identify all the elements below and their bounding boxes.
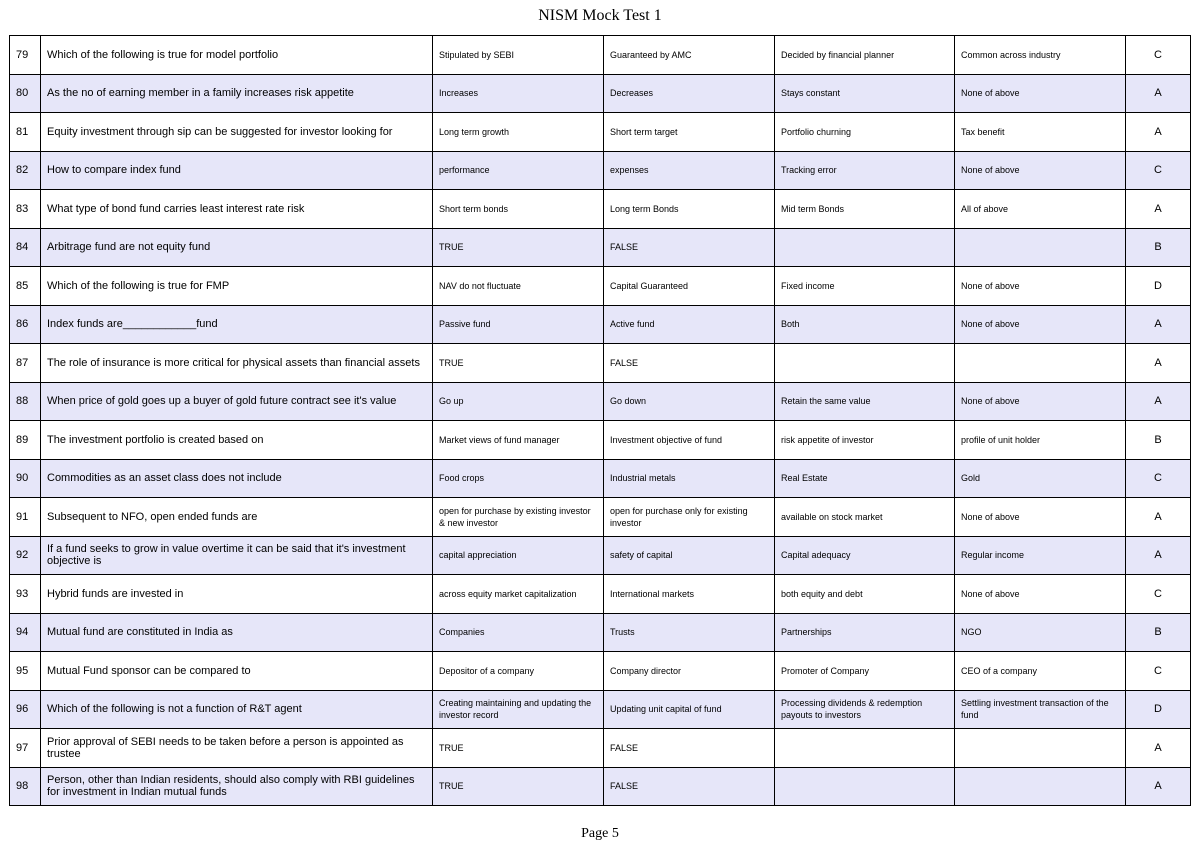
question-number: 93 <box>10 575 41 614</box>
option-a: TRUE <box>433 767 604 806</box>
question-number: 88 <box>10 382 41 421</box>
answer-key: A <box>1126 382 1191 421</box>
answer-key: A <box>1126 74 1191 113</box>
option-d: Regular income <box>955 536 1126 575</box>
option-a: Long term growth <box>433 113 604 152</box>
option-c <box>775 344 955 383</box>
question-text: Equity investment through sip can be suggested for investor looking for <box>41 113 433 152</box>
option-b: FALSE <box>604 344 775 383</box>
option-a: capital appreciation <box>433 536 604 575</box>
table-row <box>10 536 1191 575</box>
option-c <box>775 228 955 267</box>
answer-key: A <box>1126 344 1191 383</box>
answer-key: C <box>1126 459 1191 498</box>
question-number: 79 <box>10 36 41 75</box>
option-d: Gold <box>955 459 1126 498</box>
answer-key: B <box>1126 613 1191 652</box>
option-d: profile of unit holder <box>955 421 1126 460</box>
option-a: Increases <box>433 74 604 113</box>
option-d: None of above <box>955 382 1126 421</box>
option-b: FALSE <box>604 228 775 267</box>
option-a: Food crops <box>433 459 604 498</box>
option-a: performance <box>433 151 604 190</box>
answer-key: A <box>1126 190 1191 229</box>
option-c: Capital adequacy <box>775 536 955 575</box>
question-number: 86 <box>10 305 41 344</box>
question-text: Hybrid funds are invested in <box>41 575 433 614</box>
option-d: CEO of a company <box>955 652 1126 691</box>
option-b: FALSE <box>604 767 775 806</box>
question-number: 84 <box>10 228 41 267</box>
option-c: available on stock market <box>775 498 955 537</box>
option-c: both equity and debt <box>775 575 955 614</box>
table-row <box>10 729 1191 768</box>
question-text: What type of bond fund carries least interest rate risk <box>41 190 433 229</box>
question-text: Index funds are____________fund <box>41 305 433 344</box>
table-row <box>10 344 1191 383</box>
question-text: As the no of earning member in a family increases risk appetite <box>41 74 433 113</box>
table-row <box>10 305 1191 344</box>
option-d <box>955 228 1126 267</box>
option-a: TRUE <box>433 729 604 768</box>
table-row <box>10 652 1191 691</box>
option-a: NAV do not fluctuate <box>433 267 604 306</box>
option-b: FALSE <box>604 729 775 768</box>
option-d: Settling investment transaction of the fund <box>955 690 1126 729</box>
option-d: None of above <box>955 151 1126 190</box>
option-c: Partnerships <box>775 613 955 652</box>
answer-key: A <box>1126 498 1191 537</box>
question-number: 90 <box>10 459 41 498</box>
question-number: 98 <box>10 767 41 806</box>
option-d <box>955 767 1126 806</box>
option-c: Tracking error <box>775 151 955 190</box>
option-c: Retain the same value <box>775 382 955 421</box>
question-text: Person, other than Indian residents, should also comply with RBI guidelines for investment in Indian mutual funds <box>41 767 433 806</box>
table-row <box>10 421 1191 460</box>
answer-key: A <box>1126 729 1191 768</box>
option-d: None of above <box>955 575 1126 614</box>
option-d: Tax benefit <box>955 113 1126 152</box>
option-a: Creating maintaining and updating the investor record <box>433 690 604 729</box>
answer-key: D <box>1126 267 1191 306</box>
option-a: Market views of fund manager <box>433 421 604 460</box>
table-row <box>10 382 1191 421</box>
answer-key: C <box>1126 36 1191 75</box>
option-c: Decided by financial planner <box>775 36 955 75</box>
table-row <box>10 267 1191 306</box>
option-a: Depositor of a company <box>433 652 604 691</box>
question-text: The investment portfolio is created based on <box>41 421 433 460</box>
option-d <box>955 344 1126 383</box>
table-row <box>10 575 1191 614</box>
question-text: Which of the following is not a function of R&T agent <box>41 690 433 729</box>
table-row <box>10 767 1191 806</box>
option-a: open for purchase by existing investor & new investor <box>433 498 604 537</box>
question-text: Subsequent to NFO, open ended funds are <box>41 498 433 537</box>
option-b: Go down <box>604 382 775 421</box>
option-a: across equity market capitalization <box>433 575 604 614</box>
option-b: Investment objective of fund <box>604 421 775 460</box>
option-b: Updating unit capital of fund <box>604 690 775 729</box>
option-d <box>955 729 1126 768</box>
option-c: Both <box>775 305 955 344</box>
option-c <box>775 729 955 768</box>
question-number: 82 <box>10 151 41 190</box>
answer-key: C <box>1126 575 1191 614</box>
question-number: 80 <box>10 74 41 113</box>
questions-table <box>9 35 1191 806</box>
answer-key: C <box>1126 151 1191 190</box>
question-text: The role of insurance is more critical for physical assets than financial assets <box>41 344 433 383</box>
option-d: All of above <box>955 190 1126 229</box>
option-d: None of above <box>955 305 1126 344</box>
option-c: Mid term Bonds <box>775 190 955 229</box>
option-b: Guaranteed by AMC <box>604 36 775 75</box>
answer-key: C <box>1126 652 1191 691</box>
answer-key: A <box>1126 305 1191 344</box>
option-a: TRUE <box>433 344 604 383</box>
option-a: Companies <box>433 613 604 652</box>
option-c: Processing dividends & redemption payouts to investors <box>775 690 955 729</box>
question-text: Which of the following is true for model portfolio <box>41 36 433 75</box>
answer-key: B <box>1126 421 1191 460</box>
table-row <box>10 228 1191 267</box>
table-row <box>10 190 1191 229</box>
option-b: International markets <box>604 575 775 614</box>
option-c: Portfolio churning <box>775 113 955 152</box>
table-row <box>10 36 1191 75</box>
option-b: expenses <box>604 151 775 190</box>
question-number: 97 <box>10 729 41 768</box>
option-b: Capital Guaranteed <box>604 267 775 306</box>
question-text: Commodities as an asset class does not include <box>41 459 433 498</box>
table-row <box>10 690 1191 729</box>
question-text: Which of the following is true for FMP <box>41 267 433 306</box>
question-number: 96 <box>10 690 41 729</box>
option-a: Go up <box>433 382 604 421</box>
option-c: risk appetite of investor <box>775 421 955 460</box>
question-text: Mutual Fund sponsor can be compared to <box>41 652 433 691</box>
question-text: Mutual fund are constituted in India as <box>41 613 433 652</box>
question-number: 89 <box>10 421 41 460</box>
question-number: 85 <box>10 267 41 306</box>
question-text: Prior approval of SEBI needs to be taken before a person is appointed as trustee <box>41 729 433 768</box>
option-b: Active fund <box>604 305 775 344</box>
answer-key: D <box>1126 690 1191 729</box>
option-a: Passive fund <box>433 305 604 344</box>
question-text: When price of gold goes up a buyer of gold future contract see it's value <box>41 382 433 421</box>
option-d: None of above <box>955 74 1126 113</box>
question-text: Arbitrage fund are not equity fund <box>41 228 433 267</box>
question-number: 87 <box>10 344 41 383</box>
question-text: If a fund seeks to grow in value overtime it can be said that it's investment objective is <box>41 536 433 575</box>
page-number: Page 5 <box>581 826 619 841</box>
option-a: TRUE <box>433 228 604 267</box>
option-c: Promoter of Company <box>775 652 955 691</box>
table-row <box>10 74 1191 113</box>
answer-key: B <box>1126 228 1191 267</box>
option-b: safety of capital <box>604 536 775 575</box>
option-b: Decreases <box>604 74 775 113</box>
answer-key: A <box>1126 536 1191 575</box>
option-a: Short term bonds <box>433 190 604 229</box>
answer-key: A <box>1126 767 1191 806</box>
option-d: Common across industry <box>955 36 1126 75</box>
option-c <box>775 767 955 806</box>
option-b: Company director <box>604 652 775 691</box>
question-number: 81 <box>10 113 41 152</box>
question-number: 92 <box>10 536 41 575</box>
question-number: 95 <box>10 652 41 691</box>
question-number: 94 <box>10 613 41 652</box>
page-title: NISM Mock Test 1 <box>538 7 662 24</box>
option-d: None of above <box>955 267 1126 306</box>
table-row <box>10 498 1191 537</box>
option-b: open for purchase only for existing investor <box>604 498 775 537</box>
option-b: Industrial metals <box>604 459 775 498</box>
table-row <box>10 459 1191 498</box>
option-c: Fixed income <box>775 267 955 306</box>
option-b: Short term target <box>604 113 775 152</box>
option-b: Trusts <box>604 613 775 652</box>
question-number: 83 <box>10 190 41 229</box>
option-b: Long term Bonds <box>604 190 775 229</box>
option-c: Stays constant <box>775 74 955 113</box>
option-a: Stipulated by SEBI <box>433 36 604 75</box>
question-number: 91 <box>10 498 41 537</box>
table-row <box>10 613 1191 652</box>
table-row <box>10 151 1191 190</box>
table-row <box>10 113 1191 152</box>
question-text: How to compare index fund <box>41 151 433 190</box>
option-d: None of above <box>955 498 1126 537</box>
answer-key: A <box>1126 113 1191 152</box>
option-c: Real Estate <box>775 459 955 498</box>
option-d: NGO <box>955 613 1126 652</box>
